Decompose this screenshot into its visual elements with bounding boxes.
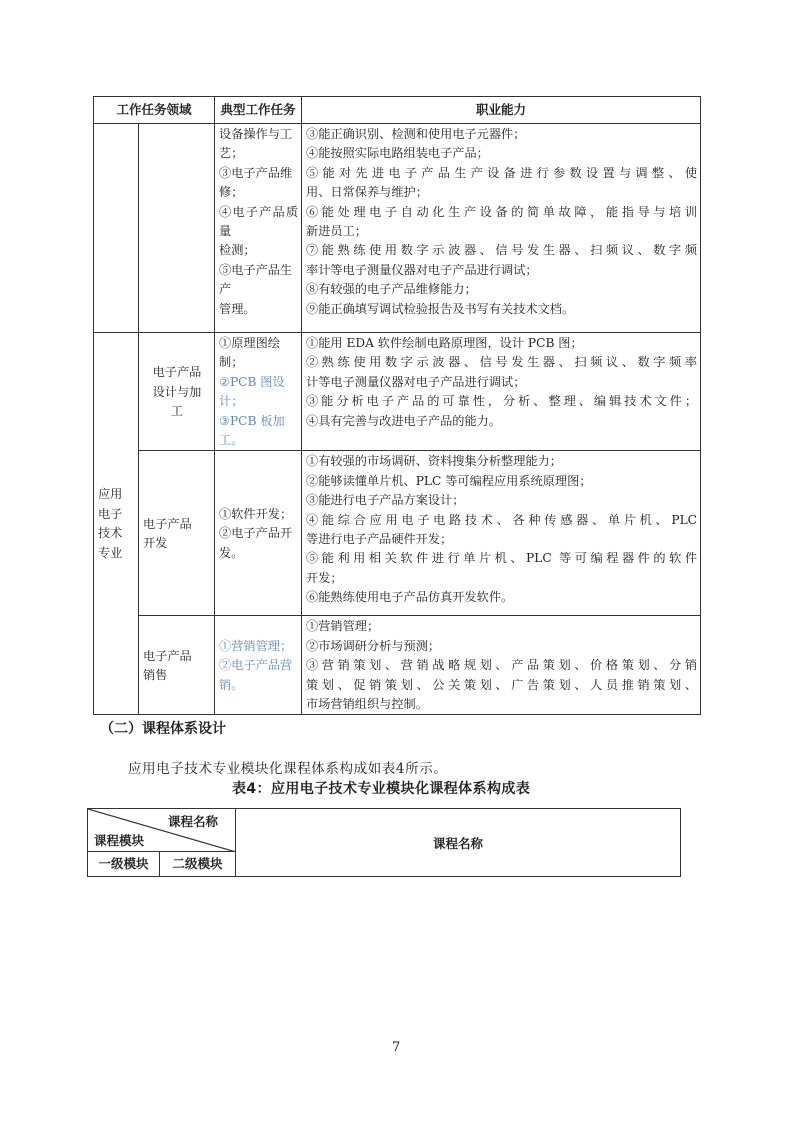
header-work-area: 工作任务领域 bbox=[94, 97, 215, 124]
ability-line: ①能用 EDA 软件绘制电路原理图，设计 PCB 图； bbox=[306, 336, 583, 350]
diagonal-header-cell bbox=[88, 809, 236, 852]
major-line: 电子 bbox=[98, 506, 123, 521]
area-cell bbox=[139, 451, 215, 616]
area-cell bbox=[139, 616, 215, 715]
table-row bbox=[94, 333, 701, 451]
area-line: 电子产品 bbox=[152, 365, 202, 380]
tasks-cell bbox=[215, 616, 302, 715]
abilities-cell bbox=[302, 451, 701, 616]
ability-line: ⑥能熟练使用电子产品仿真开发软件。 bbox=[306, 590, 514, 605]
ability-line: ⑧有较强的电子产品维修能力； bbox=[306, 282, 477, 297]
ability-line: 计等电子测量仪器对电子产品进行调试； bbox=[306, 374, 526, 389]
major-cell bbox=[94, 333, 139, 715]
task-line: ①营销管理； bbox=[219, 638, 293, 653]
abilities-cell bbox=[302, 616, 701, 715]
table-caption: 表4：应用电子技术专业模块化课程体系构成表 bbox=[232, 781, 531, 797]
level1-module-header: 一级模块 bbox=[88, 852, 160, 876]
table-row bbox=[94, 616, 701, 715]
ability-line: 新进员工； bbox=[306, 224, 367, 239]
area-line: 工 bbox=[170, 403, 184, 418]
major-line: 应用 bbox=[98, 487, 123, 502]
ability-line: ⑨能正确填写调试检验报告及书写有关技术文档。 bbox=[306, 301, 575, 316]
ability-line: ③能分析电子产品的可靠性，分析、整理、编辑技术文件； bbox=[306, 394, 698, 409]
ability-line: ③能进行电子产品方案设计； bbox=[306, 493, 465, 508]
ability-line: ①营销管理； bbox=[306, 619, 380, 634]
ability-line: 率计等电子测量仪器对电子产品进行调试； bbox=[306, 262, 538, 277]
ability-line: ②能够读懂单片机、PLC 等可编程应用系统原理图； bbox=[306, 473, 592, 488]
task-line: ①软件开发； bbox=[219, 506, 293, 521]
tasks-cell bbox=[215, 333, 302, 451]
tasks-cell bbox=[215, 451, 302, 616]
diag-course-name-label: 课程名称 bbox=[168, 814, 219, 829]
task-line: ③PCB 板加工。 bbox=[219, 413, 285, 448]
major-line: 专业 bbox=[98, 545, 123, 560]
task-line: ②PCB 图设计； bbox=[219, 374, 285, 409]
area-line: 开发 bbox=[143, 535, 168, 550]
ability-line: ⑥能处理电子自动化生产设备的简单故障，能指导与培训 bbox=[306, 204, 698, 219]
diag-course-module-label: 课程模块 bbox=[94, 833, 145, 848]
ability-line: ④能按照实际电路组装电子产品； bbox=[306, 146, 489, 161]
ability-line: 开发； bbox=[306, 570, 343, 585]
area-line: 电子产品 bbox=[143, 648, 192, 663]
task-line: ⑤电子产品生产 bbox=[219, 262, 293, 297]
ability-line: ⑦能熟练使用数字示波器、信号发生器、扫频议、数字频 bbox=[306, 243, 698, 258]
major-line: 技术 bbox=[98, 526, 123, 541]
task-line: ①原理图绘制； bbox=[219, 336, 280, 370]
table-row bbox=[94, 451, 701, 616]
task-line: ④电子产品质量 bbox=[219, 204, 299, 239]
ability-line: 等进行电子产品硬件开发； bbox=[306, 532, 453, 547]
area-line: 电子产品 bbox=[143, 516, 192, 531]
body-paragraph: 应用电子技术专业模块化课程体系构成如表4所示。 bbox=[128, 761, 448, 777]
course-name-header-cell bbox=[236, 809, 680, 876]
ability-line: ⑤能对先进电子产品生产设备进行参数设置与调整、使 bbox=[306, 165, 698, 180]
task-line: ③电子产品维修； bbox=[219, 165, 293, 200]
ability-line: ⑤能利用相关软件进行单片机、PLC 等可编程器件的软件 bbox=[306, 551, 698, 566]
ability-line: ③营销策划、营销战略规划、产品策划、价格策划、分销 bbox=[306, 658, 698, 673]
level2-module-header: 二级模块 bbox=[160, 852, 236, 876]
career-ability-table bbox=[93, 96, 701, 715]
header-career-ability: 职业能力 bbox=[302, 97, 701, 124]
area-cell bbox=[139, 333, 215, 451]
area-line: 销售 bbox=[143, 667, 168, 682]
table-header-row bbox=[94, 97, 701, 124]
abilities-cell bbox=[302, 124, 701, 333]
ability-line: ②市场调研分析与预测； bbox=[306, 638, 441, 653]
task-line: 设备操作与工艺； bbox=[219, 127, 293, 161]
ability-line: 策划、促销策划、公关策划、广告策划、人员推销策划、 bbox=[306, 677, 698, 692]
empty-cell bbox=[139, 124, 215, 333]
table-row bbox=[94, 124, 701, 333]
header-typical-task: 典型工作任务 bbox=[215, 97, 302, 124]
ability-line: ①有较强的市场调研、资料搜集分析整理能力； bbox=[306, 454, 562, 469]
empty-cell bbox=[94, 124, 139, 333]
ability-line: ④能综合应用电子电路技术、各种传感器、单片机、PLC bbox=[306, 512, 698, 527]
ability-line: ③能正确识别、检测和使用电子元器件； bbox=[306, 127, 526, 141]
ability-line: 用、日常保养与维护； bbox=[306, 185, 428, 200]
task-line: 检测； bbox=[219, 243, 256, 258]
tasks-cell bbox=[215, 124, 302, 333]
task-line: ②电子产品开发。 bbox=[219, 526, 293, 560]
course-name-header: 课程名称 bbox=[432, 835, 483, 851]
ability-line: ②熟练使用数字示波器、信号发生器、扫频议、数字频率 bbox=[306, 355, 698, 370]
area-line: 设计与加 bbox=[152, 384, 202, 399]
section-heading: （二）课程体系设计 bbox=[100, 721, 226, 737]
abilities-cell bbox=[302, 333, 701, 451]
ability-line: 市场营销组织与控制。 bbox=[306, 697, 428, 712]
task-line: ②电子产品营销。 bbox=[219, 658, 293, 692]
task-line: 管理。 bbox=[219, 301, 256, 316]
page-number: 7 bbox=[392, 1040, 401, 1055]
course-structure-table bbox=[87, 808, 681, 877]
ability-line: ④具有完善与改进电子产品的能力。 bbox=[306, 413, 502, 428]
